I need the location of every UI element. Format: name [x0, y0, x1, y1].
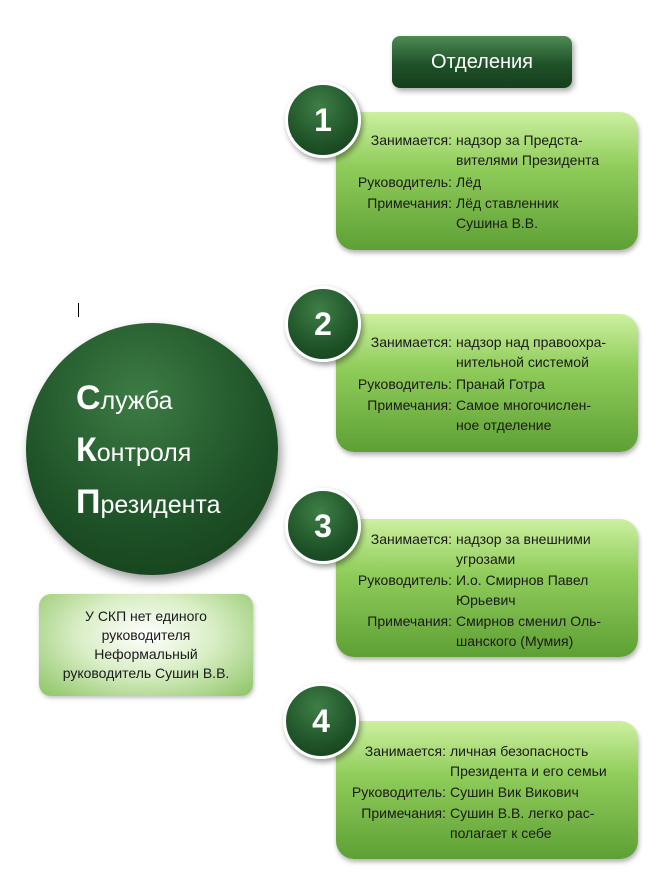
activity-label: Занимается: [364, 743, 446, 759]
department-3-box: Занимается: надзор за внешними угрозами Руководитель: И.о. Смирнов Павел Юрьевич Примечания: Смирнов сменил Оль- шанского (Мумия) [336, 519, 638, 657]
departments-header: Отделения [392, 36, 572, 88]
department-2-number: 2 [285, 286, 361, 362]
head-label: Руководитель: [357, 174, 452, 190]
notes-label: Примечания: [361, 805, 446, 821]
service-line-3: Президента [76, 483, 221, 521]
head-label: Руководитель: [351, 784, 446, 800]
activity-label: Занимается: [370, 334, 452, 350]
department-1-box: Занимается: надзор за Предста- вителями Президента Руководитель: Лёд Примечания: Лёд ставленник Сушина В.В. [336, 112, 638, 250]
department-1-number: 1 [285, 82, 361, 158]
department-2-box: Занимается: надзор над правоохра- нительной системой Руководитель: Пранай Готра Примечания: Самое многочислен- ное отделение [336, 314, 638, 452]
activity-label: Занимается: [370, 531, 452, 547]
service-circle [26, 323, 278, 575]
service-line-1: Служба [76, 379, 173, 417]
head-label: Руководитель: [357, 572, 452, 588]
notes-label: Примечания: [367, 195, 452, 211]
notes-label: Примечания: [367, 613, 452, 629]
activity-label: Занимается: [370, 132, 452, 148]
notes-label: Примечания: [367, 397, 452, 413]
note-line: У СКП нет единого [85, 608, 207, 624]
service-line-2: Контроля [76, 431, 192, 469]
text-cursor [78, 303, 79, 317]
leadership-note [39, 594, 253, 696]
department-4-box: Занимается: личная безопасность Президента и его семьи Руководитель: Сушин Вик Викович Примечания: Сушин В.В. легко рас- полагает к себе [336, 721, 638, 859]
note-line: руководитель Сушин В.В. [62, 665, 230, 681]
department-4-number: 4 [283, 683, 359, 759]
note-line: Неформальный [94, 646, 198, 662]
department-3-number: 3 [285, 488, 361, 564]
note-line: руководителя [101, 627, 191, 643]
head-label: Руководитель: [357, 376, 452, 392]
